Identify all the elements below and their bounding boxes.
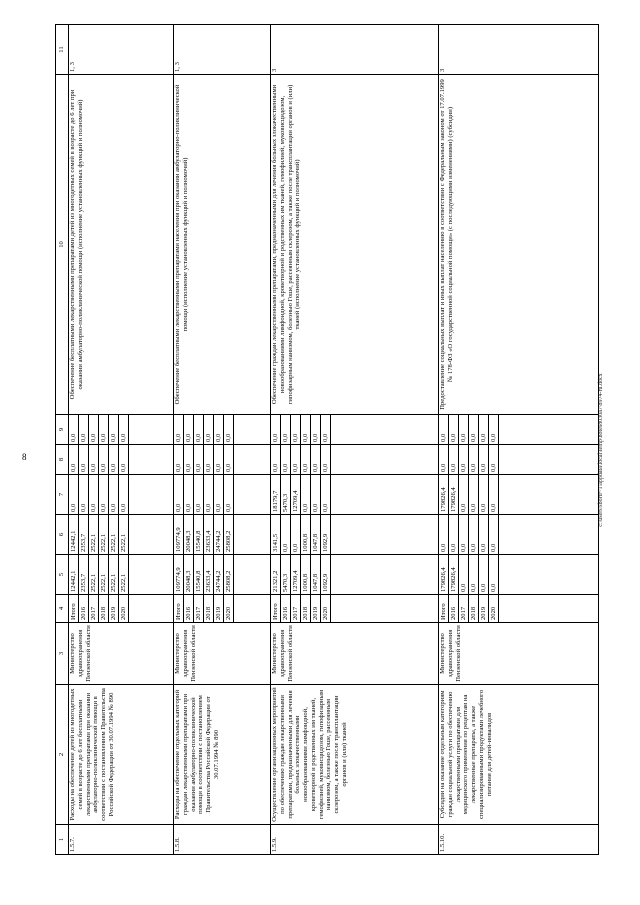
value-cell: 0,0 — [281, 445, 291, 474]
value-cell: 0,0 — [184, 475, 194, 514]
value-cell: 0,0 — [301, 475, 311, 514]
value-stack — [271, 515, 331, 554]
value-cell: 0,0 — [311, 475, 321, 514]
value-cell: 0,0 — [489, 445, 499, 474]
value-cell: 0,0 — [459, 515, 469, 554]
value-stack — [439, 515, 499, 554]
local-budget-list — [439, 445, 599, 475]
federal-budget-list — [271, 475, 439, 515]
value-stack — [271, 415, 331, 444]
value-stack — [69, 515, 129, 554]
value-cell: 1092,9 — [321, 555, 331, 594]
header-cell: 8 — [56, 445, 69, 475]
federal-budget-list — [174, 475, 271, 515]
value-cell: 2016 — [281, 595, 291, 622]
value-cell: 0,0 — [119, 475, 129, 514]
value-cell: 0,0 — [479, 555, 489, 594]
regional-budget-list — [174, 515, 271, 555]
value-cell: 0,0 — [109, 415, 119, 444]
value-cell: 0,0 — [459, 475, 469, 514]
value-cell: 0,0 — [321, 415, 331, 444]
value-cell: 0,0 — [489, 515, 499, 554]
footer-file-path: c:\users\sbortr~1\appdata\local\temp\notes8030a7\8974-ru.docx — [598, 373, 604, 527]
header-cell: 6 — [56, 515, 69, 555]
value-cell: 2020 — [489, 595, 499, 622]
value-stack — [439, 475, 499, 514]
regional-budget-list — [69, 515, 174, 555]
header-cell: 5 — [56, 555, 69, 595]
value-cell: 0,0 — [479, 445, 489, 474]
value-cell: 2522,1 — [119, 515, 129, 554]
value-stack — [174, 595, 234, 622]
value-cell: 2018 — [301, 595, 311, 622]
value-stack — [271, 475, 331, 514]
value-cell: 1047,8 — [311, 555, 321, 594]
value-cell: 2017 — [89, 595, 99, 622]
value-cell: 2019 — [311, 595, 321, 622]
measure-number: 1.5.9. — [271, 825, 439, 855]
value-cell: 20048,3 — [184, 555, 194, 594]
total-funding-list — [271, 555, 439, 595]
expected-result: Обеспечение бесплатными лекарственными препаратами населения при оказании амбулаторно-поликлинической помощи (исполнение установленных функций и полномочий) — [174, 75, 271, 415]
value-cell: 2522,1 — [119, 555, 129, 594]
value-cell: 0,0 — [469, 415, 479, 444]
value-cell: 2016 — [449, 595, 459, 622]
indicator-numbers: 3 — [439, 25, 599, 75]
value-cell: 1092,9 — [321, 515, 331, 554]
value-cell: 0,0 — [301, 415, 311, 444]
value-cell: 0,0 — [311, 415, 321, 444]
value-cell: 0,0 — [439, 515, 449, 554]
value-cell: 179826,4 — [439, 475, 449, 514]
value-cell: 0,0 — [281, 415, 291, 444]
value-cell: 23633,4 — [204, 555, 214, 594]
value-cell: 20048,3 — [184, 515, 194, 554]
value-cell: 109774,9 — [174, 515, 184, 554]
measure-number: 1.5.10. — [439, 825, 599, 855]
measure-number: 1.5.7. — [69, 825, 174, 855]
value-cell: 2018 — [99, 595, 109, 622]
value-cell: 2522,1 — [89, 555, 99, 594]
value-cell: 0,0 — [281, 515, 291, 554]
header-cell: 3 — [56, 623, 69, 685]
value-cell: 2020 — [321, 595, 331, 622]
value-cell: 109774,9 — [174, 555, 184, 594]
value-cell: 2019 — [479, 595, 489, 622]
value-cell: 23633,4 — [204, 515, 214, 554]
value-cell: 0,0 — [224, 445, 234, 474]
table-stage — [55, 25, 605, 855]
value-cell: 0,0 — [174, 475, 184, 514]
value-cell: 3141,5 — [271, 515, 281, 554]
total-funding-list — [439, 555, 599, 595]
value-stack — [69, 415, 129, 444]
value-cell: 5470,3 — [281, 555, 291, 594]
value-stack — [439, 595, 499, 622]
value-stack — [69, 445, 129, 474]
table-row — [174, 25, 271, 855]
value-cell: 0,0 — [204, 445, 214, 474]
local-budget-list — [271, 445, 439, 475]
expected-result: Обеспечение граждан лекарственными препаратами, предназначенными для лечения больных злокачественными новообразованиями лимфоидной, кроветворной и родственных им тканей, гемофилией, муковисцидозом, гипофизарным нанизмом, болезнью Гоше, рассеянным склерозом, а также после трансплантации органов и (или) тканей (исполнение установленных функций и полномочий) — [271, 75, 439, 415]
value-cell: 2522,1 — [109, 555, 119, 594]
indicator-numbers: 1, 3 — [69, 25, 174, 75]
value-cell: Итого — [69, 595, 79, 622]
value-cell: 0,0 — [99, 445, 109, 474]
value-cell: 0,0 — [89, 415, 99, 444]
value-cell: 0,0 — [194, 475, 204, 514]
other-sources-list — [271, 415, 439, 445]
value-stack — [69, 475, 129, 514]
value-cell: 2522,1 — [89, 515, 99, 554]
header-cell: 4 — [56, 595, 69, 623]
value-cell: 0,0 — [79, 415, 89, 444]
value-cell: 15540,8 — [194, 515, 204, 554]
header-cell: 10 — [56, 75, 69, 415]
value-cell: 0,0 — [469, 445, 479, 474]
value-cell: 21321,2 — [271, 555, 281, 594]
header-cell: 9 — [56, 415, 69, 445]
value-cell: 0,0 — [214, 415, 224, 444]
value-stack — [439, 555, 499, 594]
value-stack — [174, 555, 234, 594]
value-stack — [174, 415, 234, 444]
value-cell: Итого — [271, 595, 281, 622]
value-cell: 18179,7 — [271, 475, 281, 514]
value-cell: 0,0 — [479, 415, 489, 444]
value-cell: 2020 — [224, 595, 234, 622]
value-cell: 15540,8 — [194, 555, 204, 594]
other-sources-list — [174, 415, 271, 445]
value-cell: 0,0 — [184, 445, 194, 474]
value-cell: 0,0 — [459, 445, 469, 474]
measure-number: 1.5.8. — [174, 825, 271, 855]
value-cell: 2353,7 — [79, 515, 89, 554]
value-cell: 0,0 — [174, 445, 184, 474]
header-cell: 1 — [56, 825, 69, 855]
value-cell: 2016 — [79, 595, 89, 622]
value-cell: 12442,1 — [69, 555, 79, 594]
year-list — [174, 595, 271, 623]
value-cell: 0,0 — [69, 475, 79, 514]
value-cell: 0,0 — [214, 445, 224, 474]
value-cell: Итого — [174, 595, 184, 622]
value-cell: 2353,7 — [79, 555, 89, 594]
value-cell: 0,0 — [69, 415, 79, 444]
value-cell: 0,0 — [449, 415, 459, 444]
value-cell: 0,0 — [214, 475, 224, 514]
value-cell: 0,0 — [109, 445, 119, 474]
value-cell: 179826,4 — [449, 475, 459, 514]
header-cell: 11 — [56, 25, 69, 75]
value-stack — [271, 595, 331, 622]
value-cell: 0,0 — [194, 445, 204, 474]
value-cell: 0,0 — [89, 445, 99, 474]
value-cell: 0,0 — [479, 515, 489, 554]
value-cell: 0,0 — [184, 415, 194, 444]
value-cell: 0,0 — [469, 475, 479, 514]
value-cell: 0,0 — [79, 445, 89, 474]
value-cell: 0,0 — [69, 445, 79, 474]
total-funding-list — [174, 555, 271, 595]
value-cell: 1000,8 — [301, 555, 311, 594]
value-cell: 179826,4 — [449, 555, 459, 594]
value-cell: 2020 — [119, 595, 129, 622]
value-cell: 2017 — [459, 595, 469, 622]
value-cell: 25808,2 — [224, 515, 234, 554]
value-cell: 0,0 — [99, 475, 109, 514]
value-cell: 2017 — [291, 595, 301, 622]
rotated-table-wrapper — [55, 25, 605, 855]
value-cell: 0,0 — [439, 415, 449, 444]
value-cell: 2018 — [469, 595, 479, 622]
value-stack — [69, 555, 129, 594]
header-cell: 7 — [56, 475, 69, 515]
value-cell: 2019 — [214, 595, 224, 622]
value-cell: 2522,1 — [109, 515, 119, 554]
other-sources-list — [439, 415, 599, 445]
federal-budget-list — [69, 475, 174, 515]
value-cell: 12709,4 — [291, 475, 301, 514]
value-cell: 2522,1 — [99, 515, 109, 554]
value-cell: 0,0 — [311, 445, 321, 474]
value-cell: 0,0 — [109, 475, 119, 514]
value-cell: 25808,2 — [224, 555, 234, 594]
value-cell: 0,0 — [224, 475, 234, 514]
value-cell: 0,0 — [489, 475, 499, 514]
value-cell: 0,0 — [459, 555, 469, 594]
value-stack — [174, 445, 234, 474]
header-row — [56, 25, 69, 855]
regional-budget-list — [271, 515, 439, 555]
value-stack — [69, 595, 129, 622]
value-cell: 0,0 — [224, 415, 234, 444]
value-cell: 0,0 — [174, 415, 184, 444]
value-cell: 0,0 — [459, 415, 469, 444]
year-list — [69, 595, 174, 623]
other-sources-list — [69, 415, 174, 445]
local-budget-list — [69, 445, 174, 475]
value-cell: 0,0 — [321, 445, 331, 474]
value-cell: 12709,4 — [291, 555, 301, 594]
value-stack — [439, 415, 499, 444]
expected-result: Предоставление социальных выплат и иных выплат населению в соответствии с Федеральным законом от 17.07.1999 № 178-ФЗ «О государственной социальной помощи» (с последующими изменениями) (субсидии) — [439, 75, 599, 415]
regional-budget-list — [439, 515, 599, 555]
value-stack — [439, 445, 499, 474]
year-list — [439, 595, 599, 623]
value-cell: 24744,2 — [214, 555, 224, 594]
value-stack — [174, 515, 234, 554]
value-cell: 0,0 — [469, 515, 479, 554]
value-cell: 0,0 — [301, 445, 311, 474]
value-cell: 0,0 — [271, 445, 281, 474]
page-number: 8 — [22, 452, 27, 462]
value-cell: 0,0 — [204, 415, 214, 444]
total-funding-list — [69, 555, 174, 595]
measure-name: Осуществление организационных мероприятий по обеспечению граждан лекарственными препаратами, предназначенными для лечения больных злокачественными новообразованиями лимфоидной, кроветворной и родственных им тканей, гемофилией, муковисцидозом, гипофизарным нанизмом, болезнью Гоше, рассеянным склерозом, а также после трансплантации органов и (или) тканей — [271, 685, 439, 825]
measure-name: Расходы на обеспечение детей из многодетных семей в возрасте до 6 лет бесплатными лекарственными препаратами при оказании амбулаторно-поликлинической помощи в соответствии с постановлением Правительства Российской Федерации от 30.07.1994 № 890 — [69, 685, 174, 825]
value-cell: 0,0 — [449, 515, 459, 554]
value-cell: 0,0 — [291, 445, 301, 474]
measure-name: Расходы на обеспечение отдельных категорий граждан лекарственными препаратами при оказании амбулаторно-поликлинической помощи в соответствии с постановлением Правительства Российской Федерации от 30.07.1994 № 890 — [174, 685, 271, 825]
value-cell: 179826,4 — [439, 555, 449, 594]
federal-budget-list — [439, 475, 599, 515]
value-cell: 2017 — [194, 595, 204, 622]
indicator-numbers: 3 — [271, 25, 439, 75]
value-cell: 2016 — [184, 595, 194, 622]
table-row — [69, 25, 174, 855]
value-cell: Итого — [439, 595, 449, 622]
responsible-org: Министерство здравоохранения Пензенской области — [69, 623, 174, 685]
value-cell: 1000,8 — [301, 515, 311, 554]
value-cell: 2522,1 — [99, 555, 109, 594]
value-cell: 0,0 — [119, 445, 129, 474]
value-cell: 0,0 — [204, 475, 214, 514]
value-cell: 0,0 — [291, 515, 301, 554]
measure-name: Субсидии на оказание отдельным категориям граждан социальной услуги по обеспечению лекарственными препаратами для медицинского применения по рецептам на лекарственные препараты, а также специализированными продуктами лечебного питания для детей-инвалидов — [439, 685, 599, 825]
value-cell: 0,0 — [321, 475, 331, 514]
table-body — [69, 25, 599, 855]
responsible-org: Министерство здравоохранения Пензенской области — [271, 623, 439, 685]
table-row — [439, 25, 599, 855]
value-cell: 0,0 — [99, 415, 109, 444]
table-row — [271, 25, 439, 855]
value-cell: 0,0 — [489, 415, 499, 444]
indicator-numbers: 1, 3 — [174, 25, 271, 75]
value-cell: 0,0 — [449, 445, 459, 474]
value-cell: 0,0 — [194, 415, 204, 444]
local-budget-list — [174, 445, 271, 475]
value-cell: 1047,8 — [311, 515, 321, 554]
value-cell: 2019 — [109, 595, 119, 622]
value-cell: 12442,1 — [69, 515, 79, 554]
value-cell: 5470,3 — [281, 475, 291, 514]
value-stack — [174, 475, 234, 514]
value-cell: 0,0 — [119, 415, 129, 444]
value-cell: 2018 — [204, 595, 214, 622]
value-cell: 24744,2 — [214, 515, 224, 554]
value-cell: 0,0 — [271, 415, 281, 444]
value-cell: 0,0 — [79, 475, 89, 514]
header-cell: 2 — [56, 685, 69, 825]
year-list — [271, 595, 439, 623]
responsible-org: Министерство здравоохранения Пензенской области — [439, 623, 599, 685]
value-cell: 0,0 — [479, 475, 489, 514]
value-cell: 0,0 — [469, 555, 479, 594]
value-stack — [271, 445, 331, 474]
program-measures-table — [55, 24, 599, 855]
expected-result: Обеспечение бесплатными лекарственными препаратами детей из многодетных семей в возрасте до 6 лет при оказании амбулаторно-поликлинической помощи (исполнение установленных функций и полномочий) — [69, 75, 174, 415]
responsible-org: Министерство здравоохранения Пензенской области — [174, 623, 271, 685]
value-cell: 0,0 — [89, 475, 99, 514]
value-stack — [271, 555, 331, 594]
value-cell: 0,0 — [489, 555, 499, 594]
value-cell: 0,0 — [291, 415, 301, 444]
value-cell: 0,0 — [439, 445, 449, 474]
